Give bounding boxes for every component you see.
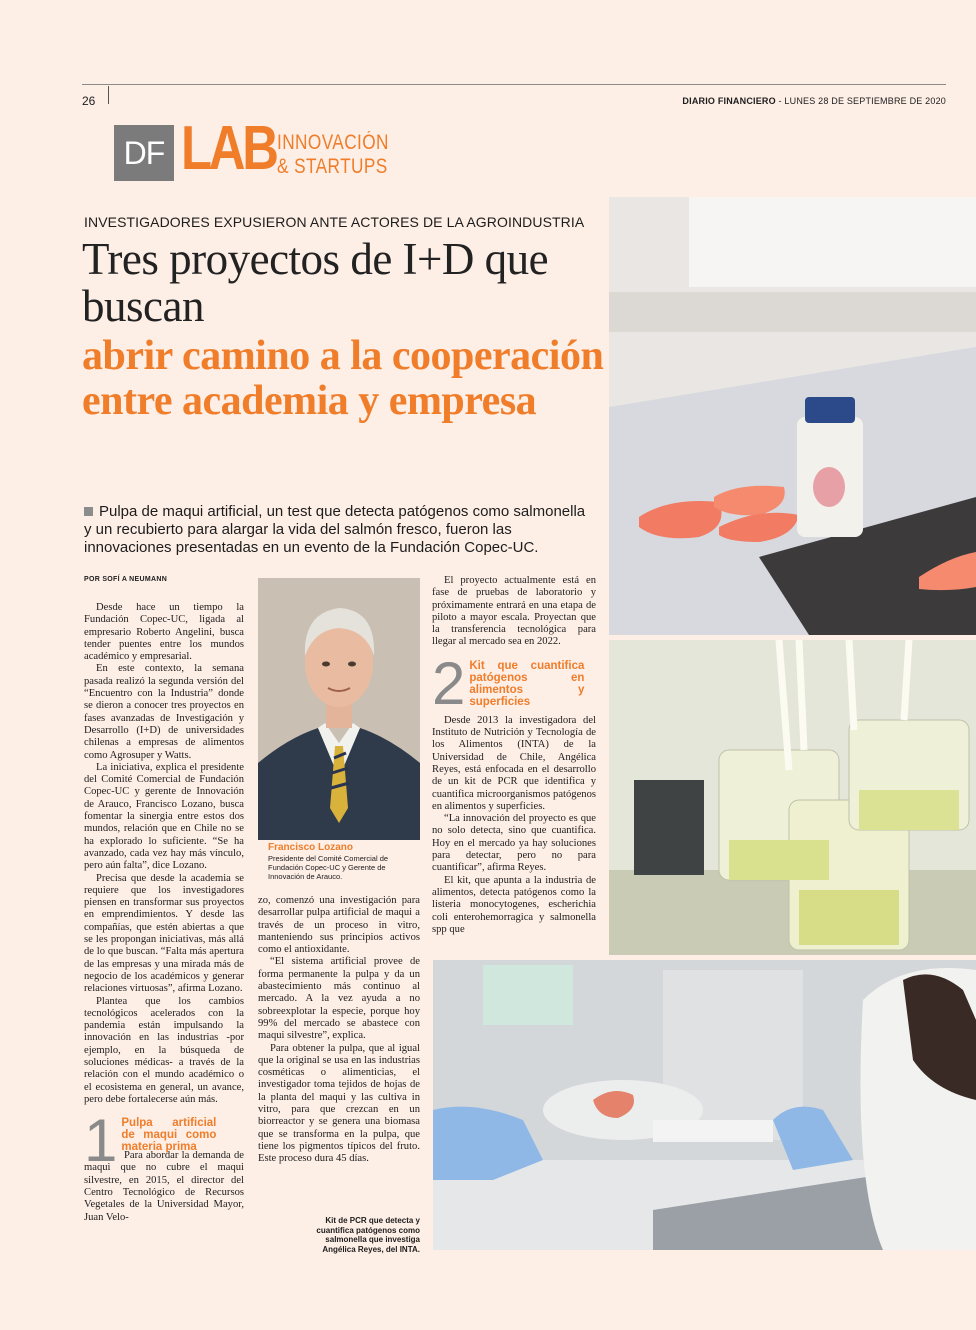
paragraph: Para obtener la pulpa, que al igual que la original se usa en las industrias cosméticas o alimenticias, el investigador toma tejidos de hojas de la planta del maqui y las cultiva in vitro, para que crezcan en un biorreactor y se genera una biomasa que se transforma en la pulpa, que tiene los pigmentos típicos del fruto. Este proceso dura 45 días.: [258, 1042, 420, 1165]
portrait-photo: [258, 578, 420, 840]
paragraph: En este contexto, la semana pasada realizó la segunda versión del “Encuentro con la Industria” donde se dieron a conocer tres proyectos en fases avanzadas de Investigación y Desarrollo (I+D) de universidades chilenas a empresas de alimentos como Agrosuper y Watts.: [84, 663, 244, 761]
header-divider: [108, 86, 109, 104]
pcr-kit-illustration: [433, 960, 976, 1250]
header-rule: [82, 84, 946, 85]
lab-logo: LAB: [181, 114, 276, 183]
masthead: [682, 96, 946, 106]
section-2-heading: [432, 649, 596, 717]
paragraph: Precisa que desde la academia se requiere que los investigadores piensen en transformar sus proyectos en emprendimientos. Y desde las compañías, que estén abiertas a que se les propongan iniciativas, más allá de lo que buscan. “Falta más apertura de las empresas y una mirada más de negocio de los académicos y generar relaciones virtuosas”, afirma Lozano.: [84, 872, 244, 995]
paragraph: zo, comenzó una investigación para desarrollar pulpa artificial de maqui a través de un proceso in vitro, manteniendo sus principios activos como el antioxidante.: [258, 895, 420, 956]
section-1-title: Pulpa artificial de maqui como materia prima: [121, 1117, 217, 1154]
article-column-1: [84, 602, 244, 1224]
lead-paragraph: [84, 503, 594, 557]
pcr-kit-photo: [433, 960, 976, 1250]
paragraph: Desde 2013 la investigadora del Instituto de Nutrición y Tecnología de los Alimentos (INTA) de la Universidad de Chile, Angélica Reyes, está enfocada en el desarrollo de un kit de PCR que identifica y cuantifica microorganismos patógenos en alimentos y superficies.: [432, 714, 596, 812]
bioreactor-illustration: [609, 640, 976, 955]
headline-accent: abrir camino a la cooperación entre academia y empresa: [82, 333, 604, 424]
portrait-role: Presidente del Comité Comercial de Fundación Copec-UC y Gerente de Innovación de Arauco.: [268, 854, 389, 881]
section-2-number: 2: [432, 649, 466, 717]
portrait-name: Francisco Lozano: [268, 842, 354, 853]
paragraph: La iniciativa, explica el presidente del Comité Comercial de Fundación Copec-UC y gerente de Innovación de Arauco, Francisco Lozano, busca fomentar la sinergia entre estos dos mundos, relación que en Chile no se ha explorado lo suficiente. “Se ha avanzado, cada vez hay más vínculo, pero aún falta”, dice Lozano.: [84, 761, 244, 872]
byline: POR SOFÍ A NEUMANN: [84, 576, 168, 583]
paragraph: “La innovación del proyecto es que no solo detecta, sino que cuantifica. Hoy en el mercado ya hay soluciones para detectar, pero no para cuantificar”, afirma Reyes.: [432, 813, 596, 874]
section-2-title: Kit que cuantifica patógenos en alimentos y superficies: [469, 659, 585, 708]
bullet-square-icon: [84, 507, 93, 516]
kicker: INVESTIGADORES EXPUSIERON ANTE ACTORES DE LA AGROINDUSTRIA: [84, 214, 585, 230]
publication-name: DIARIO FINANCIERO: [682, 96, 776, 106]
salmon-lab-illustration: [609, 197, 976, 635]
paragraph: “El sistema artificial provee de forma permanente la pulpa y da un abastecimiento más continuo al mercado. A la vez ayuda a no sobreexplotar la especie, porque hoy 99% del mercado se abastece con maqui silvestre”, explica.: [258, 956, 420, 1042]
paragraph: El kit, que apunta a la industria de alimentos, detecta patógenos como la listeria monocytogenes, escherichia coli enterohemorragica y salmonella spp que: [432, 874, 596, 935]
issue-date: - LUNES 28 DE SEPTIEMBRE DE 2020: [775, 96, 946, 106]
portrait-illustration: [258, 578, 420, 840]
paragraph: Para abordar la demanda de maqui que no cubre el maqui silvestre, en 2015, el director del Centro Tecnológico de Recursos Vegetales de la Universidad Mayor, Juan Velo-: [84, 1150, 244, 1223]
photo-caption: Kit de PCR que detecta y cuantifica patógenos como salmonella que investiga Angélica Reyes, del INTA.: [316, 1216, 420, 1254]
bioreactor-photo: [609, 640, 976, 955]
section-name: [277, 131, 389, 179]
headline-primary: Tres proyectos de I+D que buscan: [82, 234, 549, 331]
page-number: 26: [82, 94, 96, 108]
paragraph: Desde hace un tiempo la Fundación Copec-UC, ligada al empresario Roberto Angelini, busca tender puentes entre los mundos académico y empresarial.: [84, 602, 244, 663]
paragraph: El proyecto actualmente está en fase de pruebas de laboratorio y próximamente entrará en una etapa de piloto a mayor escala. Proyectan que la transferencia tecnológica para llegar al mercado sea en 2022.: [432, 575, 596, 648]
salmon-lab-photo: [609, 197, 976, 635]
lead-text: Pulpa de maqui artificial, un test que detecta patógenos como salmonella y un recubierto para alargar la vida del salmón fresco, fueron las innovaciones presentadas en un evento de la Fundación Copec-UC.: [84, 503, 586, 556]
section-1-number: 1: [84, 1107, 118, 1175]
article-column-3: [432, 575, 596, 936]
paragraph: Plantea que los cambios tecnológicos acelerados con la pandemia están impulsando la innovación en las industrias -por ejemplo, en la búsqueda de soluciones médicas- a través de la relación con el mundo académico o el ecosistema en general, un avance, pero debe fortalecerse aún más.: [84, 995, 244, 1105]
article-column-2: [258, 895, 420, 1166]
section-name-line1: INNOVACIÓN: [277, 131, 389, 154]
section-name-line2: & STARTUPS: [277, 155, 388, 178]
df-logo: DF: [114, 125, 174, 181]
